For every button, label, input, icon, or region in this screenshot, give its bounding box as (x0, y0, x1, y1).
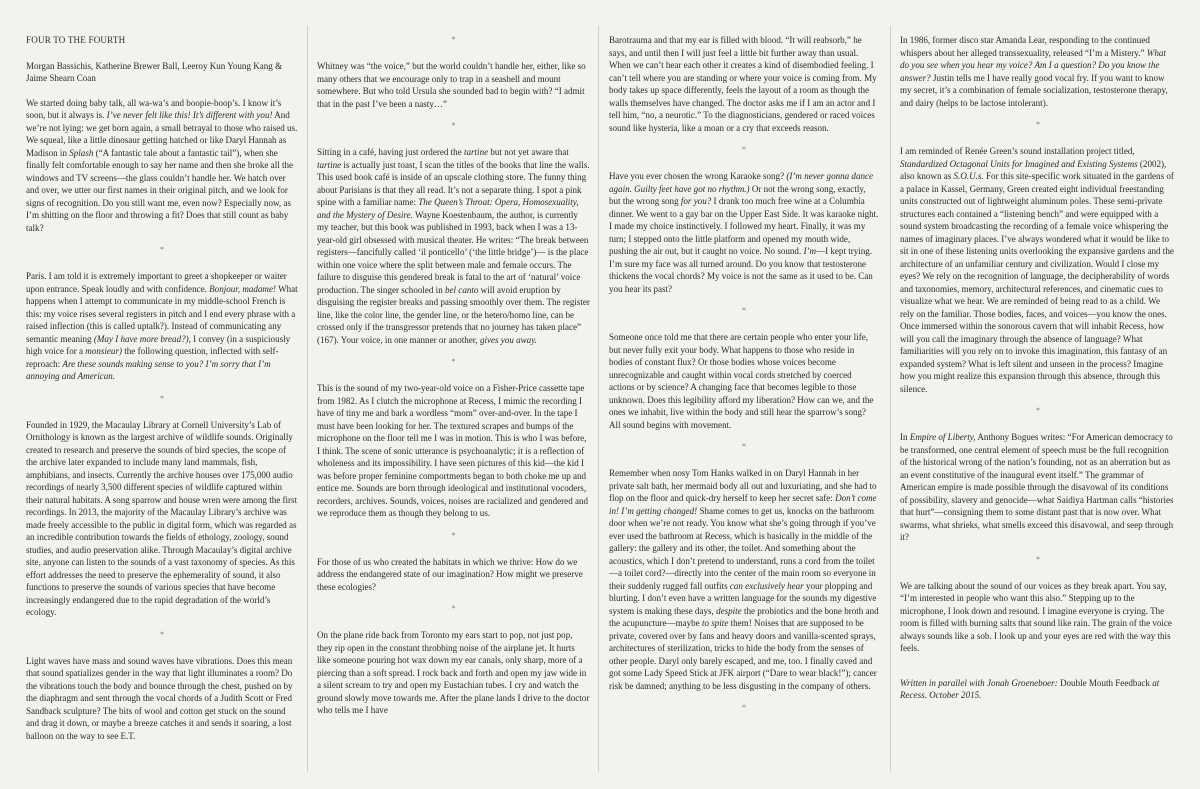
section-separator: * (742, 442, 746, 451)
section-separator: * (451, 357, 456, 366)
column-divider (598, 26, 599, 772)
paragraph: On the plane ride back from Toronto my ears start to pop, not just pop, they rip open in the constant throbbing noise of the airplane jet. It hurts like someone pouring hot wax down my ear canals, only sharp, more of a piercing than a soft spread. I rock back and forth and open my jaw wide in a silent scream to try and open my Eustachian tubes. I cry and watch the ground slowly move towards me. After the plane lands I drive to the doctor who tells me I have (317, 630, 590, 715)
authors: Morgan Bassichis, Katherine Brewer Ball, Leeroy Kun Young Kang & Jaime Shearn Coan (26, 60, 283, 83)
column-divider (307, 26, 308, 772)
credit-line: Written in parallel with Jonah Groeneboer: Double Mouth Feedback at Recess. October 2015. (900, 677, 1160, 700)
section-separator: * (451, 35, 456, 44)
paragraph: We started doing baby talk, all wa-wa’s and boopie-boop’s. I know it’s soon, but it always is. I’ve never felt like this! It’s different with you! And we’re not lying: we get born again, a small betrayal to those who raised us. We squeal, like a little dinosaur getting hatched or like Daryl Hannah as Madison in Splash (“A fantastic tale about a fantastic tail”), when she finally felt comfortable enough to say her name and then she broke all the windows and TV screens—the glass couldn’t handle her. We hatch over and over, we utter our first names in their original pitch, and we look for signs of recognition. Do you still want me, even now? Especially now, as I’m shitting on the floor and throwing a fit? Does that still count as baby talk? (26, 97, 298, 233)
section-separator: * (1036, 406, 1040, 415)
column-3 (609, 0, 879, 789)
section-separator: * (451, 604, 456, 613)
section-separator: * (1036, 120, 1040, 129)
paragraph: Remember when nosy Tom Hanks walked in on Daryl Hannah in her private salt bath, her mermaid body all out and luxuriating, and she had to flop on the floor and quick-dry herself to keep her secret safe: Don’t come in! I’m getting changed! Shame comes to get us, knocks on the bathroom door when we’re not ready. You know what she’s going through if you’ve ever used the bathroom at Recess, which is basically in the middle of the gallery: the gallery and its other, the toilet. And something about the acoustics, which I don’t pretend to understand, runs a cord from the toilet—a toilet cord?—directly into the center of the main room so everyone in their suddenly rugged fall outfits can exclusively hear your plopping and blurting. I don’t even have a written language for the sounds my digestive system is making these days, despite the probiotics and the bone broth and the acupuncture—maybe to spite them! Noises that are supposed to be private, covered over by fans and heavy doors and vanilla-scented sprays, architectures of sterilization, tricks to hide the body from the senses of other people. Daryl only barely escaped, and me, too. I finally caved and got some Lady Speed Stick at JFK airport (“Dare to wear black!”); cancer risk be damned; anything to be less disgusting in the company of others. (609, 468, 879, 691)
document-title: FOUR TO THE FOURTH (26, 35, 126, 45)
paragraph: Someone once told me that there are certain people who enter your life, but never fully exit your body. What happens to those who reside in bodies of constant flux? Or those bodies whose voices become unrecognizable and caught within vocal cords stretched by coerced actions or by science? A changing face that becomes legible to those unknown. Does this legibility afford my liberation? How can we, and the ones we inhabit, live within the body and still hear the sparrow’s song? All sound begins with movement. (609, 332, 874, 430)
section-separator: * (160, 245, 164, 254)
paragraph: Sitting in a café, having just ordered the tartine but not yet aware that tartine is actually just toast, I scan the titles of the books that line the walls. This used book café is inside of an upscale clothing store. The funny thing about Parisians is that they all read. It’s not a separate thing. I spot a pink spine with a familiar name: The Queen’s Throat: Opera, Homosexuality, and the Mystery of Desire. Wayne Koestenbaum, the author, is currently my teacher, but this book was published in 1993, back when I was a 13-year-old girl obsessed with musical theater. He writes: “The break between registers—fancifully called ‘il ponticello’ (‘the little bridge’)— is the place within one voice where the split between male and female occurs. The failure to disguise this gendered break is fatal to the art of ‘natural’ voice production. The singer schooled in bel canto will avoid eruption by disguising the register breaks and passing smoothly over them. The register line, like the color line, the gender line, or the hetero/homo line, can be crossed only if the transgressor pretends that no journey has taken place” (167). Your voice, in one manner or another, gives you away. (317, 147, 590, 345)
section-separator: * (451, 121, 456, 130)
paragraph: Barotrauma and that my ear is filled with blood. “It will reabsorb,” he says, and until then I will just feel a little bit further away than usual. When we can’t hear each other it creates a kind of disembodied feeling. I can’t tell where you are standing or where your voice is coming from. My body takes up space differently, feels the layout of a room as though the walls themselves have changed. The doctor asks me if I am an actor and I tell him, “no, a neurotic.” To the diagnosticians, gendered or raced voices sound like hysteria, like a moan or a cry that exceeds reason. (609, 35, 877, 133)
paragraph: In 1986, former disco star Amanda Lear, responding to the continued whispers about her alleged transsexuality, released “I’m a Mistery.” What do you see when you hear my voice? Am I a question? Do you know the answer? Justin tells me I have really good vocal fry. If you want to know my secret, it’s a combination of female socialization, testosterone therapy, and dairy (helps to be lactose intolerant). (900, 35, 1168, 108)
paragraph: Founded in 1929, the Macaulay Library at Cornell University’s Lab of Ornithology is known as the largest archive of wildlife sounds. Originally created to research and preserve the sounds of bird species, the scope of the archive later expanded to include many land mammals, fish, amphibians, and insects. Currently the archive houses over 175,000 audio recordings of nearly 3,500 different species of wildlife captured within their natural habitats. A song sparrow and house wren were among the first recordings. In 2013, the majority of the Macaulay Library’s archive was made freely accessible to the public in digital form, which was regarded as an incredible contribution towards the fields of ethology, zoology, sound studies, and audio preservation alike. Through Macaulay’s digital archive site, anyone can listen to the sounds of a vast taxonomy of species. As this effort addresses the need to preserve the ephemerality of sound, it also functions to preserve the sounds of various species that have become increasingly endangered due to the rapid degradation of the world’s ecology. (26, 419, 298, 617)
section-separator: * (451, 530, 456, 540)
section-separator: * (742, 145, 746, 154)
paragraph: Paris. I am told it is extremely important to greet a shopkeeper or waiter upon entrance. Speak loudly and with confidence. Bonjour, madame! What happens when I attempt to communicate in my middle-school French is this: my voice rises several registers in pitch and I end every phrase with a raised inflection (this is called uptalk?). Instead of communicating any semantic meaning (May I have more bread?), I convey (in a suspiciously high voice for a monsieur) the following question, inflected with self-reproach: Are these sounds making sense to you? I’m sorry that I’m annoying and American. (26, 271, 298, 381)
paragraph: Light waves have mass and sound waves have vibrations. Does this mean that sound spatializes gender in the way that light illuminates a room? Do the vibrations touch the body and bounce through the chest, pushed on by the diaphragm and sent through the vocal chords of a Judith Scott or Fred Sandback sculpture? The bits of wool and cotton get stuck on the sound and drag it down, or maybe a breeze catches it and sends it soaring, a lost balloon on the way to see E.T. (26, 655, 293, 741)
paragraph: We are talking about the sound of our voices as they break apart. You say, “I’m interested in people who want this also.” Stepping up to the microphone, I look down and resound. I imagine everyone is crying. The room is filled with burning salts that sound like rain. The grain of the voice always sounds like a sob. I look up and your eyes are red with the way this feels. (900, 580, 1172, 653)
paragraph: I am reminded of Renée Green’s sound installation project titled, Standardized Octagonal Units for Imagined and Existing Systems (2002), also known as S.O.U.s. For this site-specific work situated in the gardens of a palace in Kassel, Germany, Green created eight individual freestanding units constructed out of lightweight aluminum poles. These semi-private structures each contained a “listening bench” and were equipped with a sound system broadcasting the recording of a female voice whispering the names of imaginary places. I’ve always wondered what it would be like to sit in one of these listening units overlooking the expansive gardens and the architecture of an unfamiliar century and civilization. Would I close my eyes? We rely on the recognition of language, the decipherability of words and taxonomies, memory, architectural references, and cinematic cues to visualize what we hear. We are reminded of being read to as a child. We rely on the familiar. Those bodies, faces, and voices—you know the ones. Once immersed within the sonorous cavern that will inhabit Recess, how will you call the imaginary through the absence of language? What familiarities will you rely on to invoke this imagination, this fantasy of an expanded system? What is left silent and unseen in the process? Imagine how you might realize this expansion through this absence, through this silence. (900, 146, 1174, 394)
paragraph: This is the sound of my two-year-old voice on a Fisher-Price cassette tape from 1982. As I clutch the microphone at Recess, I mimic the recording I have of tiny me and bark a wordless “mom” over-and-over. In the tape I must have been looking for her. The textured scrapes and bumps of the microphone on the floor tell me I was in motion. This is who I was before, I think. The scene of sonic utterance is psychoanalytic; it is a reflection of wholeness and its impossibility. I have seen pictures of this kid—the kid I was before proper feminine comportments began to both choke me up and entice me. Sounds are born through ideological and institutional vocoders, recorders, archives. Sounds, voices, noises are racialized and gendered and we reproduce them as though they belong to us. (317, 383, 589, 518)
paragraph: Whitney was “the voice,” but the world couldn’t handle her, either, like so many others that we encourage only to trap in a seashell and mount somewhere. But who told Ursula she sounded bad to begin with? “I admit that in the past I’ve been a nasty…” (317, 61, 586, 109)
paragraph: Have you ever chosen the wrong Karaoke song? (I’m never gonna dance again. Guilty feet have got no rhythm.) Or not the wrong song, exactly, but the wrong song for you? I drank too much free wine at a Columbia dinner. We went to a gay bar on the Upper East Side. It was karaoke night. I made my choice instinctively. I followed my heart. Finally, it was my turn; I stepped onto the little platform and opened my mouth wide, pushing the air out, but it caught no voice. No sound. I’m—I kept trying. I’m sure my face was all turned around. Do you know that testosterone thickens the vocal chords? My voice is not the same as it used to be. Can you hear its past? (609, 171, 879, 294)
paragraph: For those of us who created the habitats in which we thrive: How do we address the endangered state of our imagination? How might we preserve these ecologies? (317, 556, 583, 592)
section-separator: * (160, 629, 164, 639)
column-divider (890, 26, 891, 772)
section-separator: * (742, 306, 746, 315)
column-2 (317, 0, 590, 789)
column-1 (26, 0, 298, 789)
spacer (900, 661, 1176, 667)
section-separator: * (742, 703, 746, 712)
column-4 (900, 0, 1176, 789)
paragraph: In Empire of Liberty, Anthony Bogues writes: “For American democracy to be transformed, one central element of speech must be the full recognition of the historical wrong of the nation’s founding, not as an aberration but as an event constitutive of the inaugural event itself.” The grammar of American empire is made possible through the disavowal of its conditions of possibility, slavery and genocide—what Saidiya Hartman calls “histories that hurt”—consigning them to some distant past that is now over. What swarms, what shrieks, what smells exceed this disavowal, and seep through it? (900, 432, 1174, 542)
section-separator: * (160, 393, 164, 403)
section-separator: * (1036, 554, 1040, 564)
